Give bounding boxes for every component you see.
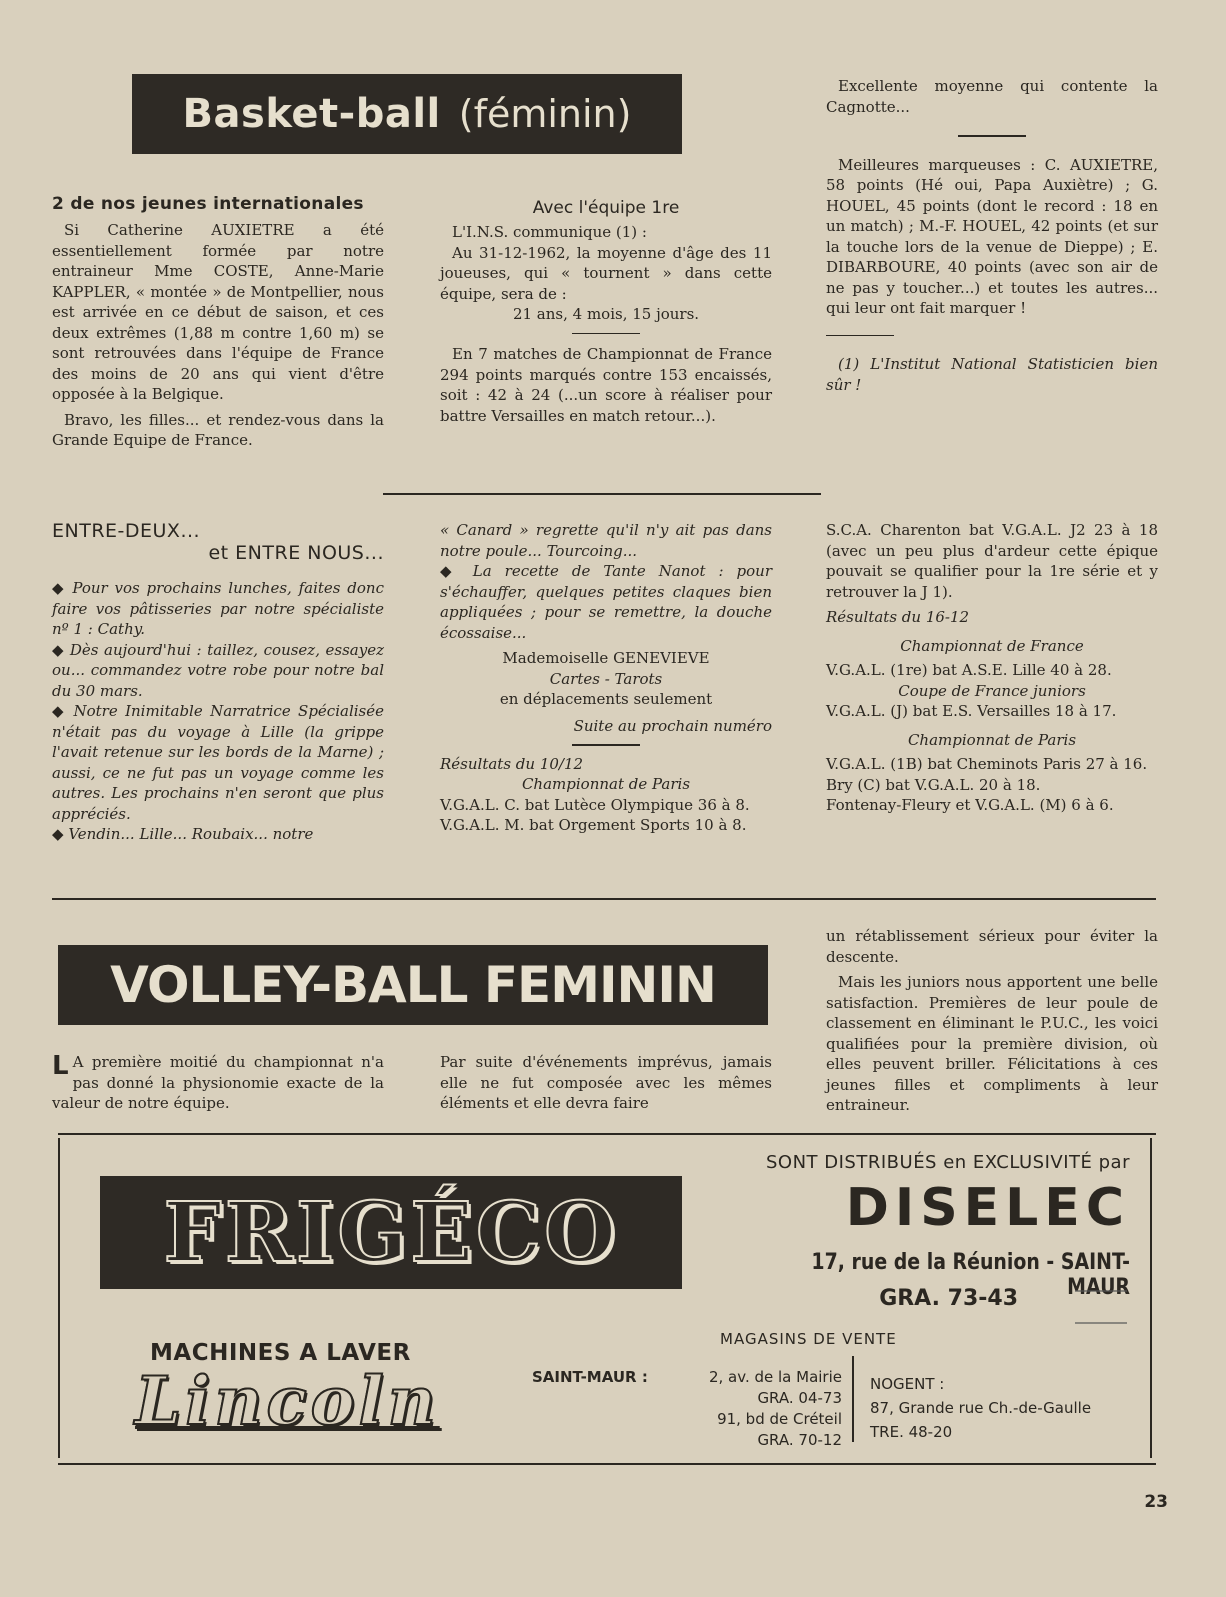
diamond-bullet-icon: ◆: [52, 825, 69, 843]
ad-nogent-label: NOGENT :: [870, 1375, 945, 1393]
results-2-c: V.G.A.L. (1B) bat Cheminots Paris 27 à 16.: [826, 755, 1148, 773]
ad-stmaur-addr1: 2, av. de la Mairie: [708, 1368, 842, 1386]
ad-magasins-title: MAGASINS DE VENTE: [720, 1330, 897, 1348]
entre-col2-p1: « Canard » regrette qu'il n'y ait pas dans notre poule... Tourcoing...: [440, 521, 772, 560]
entre-title-1: ENTRE-DEUX...: [52, 520, 201, 542]
basketball-title-bold: Basket-ball: [182, 91, 441, 137]
diamond-bullet-icon: ◆: [52, 640, 70, 659]
page-number: 23: [1144, 1492, 1168, 1512]
section-rule-ad: [58, 1463, 1156, 1465]
volleyball-title: VOLLEY-BALL FEMININ: [110, 956, 716, 1014]
suite-label: Suite au prochain numéro: [573, 716, 772, 735]
separator-rule: [572, 744, 640, 746]
basket-col1-p1: Si Catherine AUXIETRE a été essentiellement formée par notre entraineur Mme COSTE, Anne-Marie KAPPLER, « montée » de Montpellier, nous est arrivée en ce début de saison, et ces deux extrêmes (1,88 m contre 1,60 m) se sont retrouvées dans l'équipe de France des moins de 20 ans qui vient d'être opposée à la Belgique.: [52, 221, 384, 403]
ad-phone: GRA. 73-43: [879, 1286, 1018, 1311]
entre-item: ◆ Vendin... Lille... Roubaix... notre: [52, 825, 314, 843]
ad-store-divider: [852, 1356, 854, 1442]
volley-col1: [52, 1052, 384, 1119]
ad-machines: MACHINES A LAVER: [150, 1340, 411, 1366]
entre-col2-item: ◆ La recette de Tante Nanot : pour s'échauffer, quelques petites claques bien appliquées ; pour se remettre, la douche écossaise...: [440, 562, 772, 642]
results-2-sub2: Coupe de France juniors: [898, 681, 1086, 700]
basket-col1-heading: 2 de nos jeunes internationales: [52, 194, 364, 214]
volley-dropcap: L: [52, 1051, 69, 1081]
ad-nogent-block: [870, 1372, 1140, 1444]
section-rule-volley: [58, 1133, 1156, 1135]
entre-col3-p1: S.C.A. Charenton bat V.G.A.L. J2 23 à 18 (avec un peu plus d'ardeur cette épique pouvait se qualifier pour la 1re série et y retrouver la J 1).: [826, 521, 1158, 601]
entre-item: ◆ Pour vos prochains lunches, faites donc faire vos pâtisseries par notre spécialiste nº 1 : Cathy.: [52, 579, 384, 638]
basket-col2-p2: Au 31-12-1962, la moyenne d'âge des 11 joueuses, qui « tournent » dans cette équipe, sera de :: [440, 243, 772, 303]
entre-title-2: et ENTRE NOUS...: [208, 542, 384, 564]
entre-col2: [440, 520, 772, 836]
section-rule-basket: [383, 493, 821, 495]
basket-col3: [826, 76, 1158, 400]
basket-col2: [440, 198, 772, 431]
results-2-sub3: Championnat de Paris: [907, 730, 1077, 749]
results-2-a: V.G.A.L. (1re) bat A.S.E. Lille 40 à 28.: [826, 661, 1112, 679]
separator-rule: [958, 135, 1026, 137]
ad-stmaur-addr2: 91, bd de Créteil: [717, 1410, 842, 1428]
ad-stmaur-block: [532, 1367, 842, 1451]
basket-col2-p4: En 7 matches de Championnat de France 294 points marqués contre 153 encaissés, soit : 42 à 24 (...un score à réaliser pour battre Versailles en match retour...).: [440, 345, 772, 425]
diamond-bullet-icon: ◆: [52, 702, 74, 720]
volley-col2: [440, 1052, 772, 1119]
section-rule-entre: [52, 898, 1156, 900]
basketball-title-banner: [132, 74, 682, 154]
volley-col2-text: Par suite d'événements imprévus, jamais elle ne fut composée avec les mêmes éléments et elle devra faire: [440, 1053, 772, 1112]
entre-col3: [826, 520, 1158, 816]
volley-col1-text: L A première moitié du championnat n'a pas donné la physionomie exacte de la valeur de notre équipe.: [52, 1051, 384, 1112]
ad-company: DISELEC: [845, 1178, 1130, 1238]
entre-item: ◆ Dès aujourd'hui : taillez, cousez, essayez ou... commandez votre robe pour notre bal du 30 mars.: [52, 640, 384, 700]
results-1-b: V.G.A.L. M. bat Orgement Sports 10 à 8.: [440, 816, 747, 834]
basket-col3-p2: Meilleures marqueuses : C. AUXIETRE, 58 points (Hé oui, Papa Auxiètre) ; G. HOUEL, 45 points (dont le record : 18 en un match) ; M.-F. HOUEL, 42 points (et sur la touche lors de la venue de Dieppe) ; E. DIBARBOURE, 40 points (avec son air de ne pas y toucher...) et toutes les autres... qui leur ont fait marquer !: [826, 155, 1158, 317]
basket-col1: [52, 194, 384, 456]
phone-stamp-icon: [1075, 1290, 1127, 1324]
diamond-bullet-icon: ◆: [440, 562, 473, 580]
basketball-title-light: (féminin): [458, 92, 632, 136]
ad-lincoln-logo: Lincoln: [135, 1362, 440, 1440]
results-2-e: Fontenay-Fleury et V.G.A.L. (M) 6 à 6.: [826, 796, 1114, 814]
ad-stmaur-label: SAINT-MAUR :: [532, 1368, 648, 1386]
results-1-sub: Championnat de Paris: [521, 775, 691, 793]
results-2-title: Résultats du 16-12: [826, 608, 970, 626]
ad-address: 17, rue de la Réunion - SAINT-MAUR: [811, 1250, 1130, 1300]
basket-col2-p3: 21 ans, 4 mois, 15 jours.: [512, 305, 700, 323]
volleyball-title-banner: [58, 945, 768, 1025]
basket-col3-footnote: (1) L'Institut National Statisticien bien sûr !: [826, 355, 1158, 394]
results-1-title: Résultats du 10/12: [440, 754, 584, 773]
results-2-sub1: Championnat de France: [900, 636, 1084, 655]
basket-col2-p1: L'I.N.S. communique (1) :: [452, 223, 647, 241]
ad-distrib-line: SONT DISTRIBUÉS en EXCLUSIVITÉ par: [765, 1152, 1130, 1173]
ad-genevieve-name: Mademoiselle GENEVIEVE: [502, 649, 710, 667]
basket-col3-p1: Excellente moyenne qui contente la Cagnotte...: [826, 77, 1158, 116]
frigeco-logo: FRIGÉCO: [100, 1176, 682, 1289]
entre-item: ◆ Notre Inimitable Narratrice Spécialisée n'était pas du voyage à Lille (la grippe l'avait retenue sur les bords de la Marne) ; aussi, ce ne fut pas un voyage comme les autres. Les prochains n'en seront que plus appréciés.: [52, 702, 384, 823]
results-1-a: V.G.A.L. C. bat Lutèce Olympique 36 à 8.: [440, 795, 750, 814]
separator-rule: [572, 333, 640, 335]
ad-genevieve-line2: en déplacements seulement: [499, 690, 713, 708]
volley-col3-p2: Mais les juniors nous apportent une belle satisfaction. Premières de leur poule de classement en éliminant le P.U.C., les voici qualifiées pour la première division, où elles peuvent briller. Félicitations à ces jeunes filles et compliments à leur entraineur.: [826, 973, 1158, 1114]
entre-col1: [52, 520, 384, 845]
volley-col3-p1: un rétablissement sérieux pour éviter la descente.: [826, 927, 1158, 966]
basket-col1-p2: Bravo, les filles... et rendez-vous dans la Grande Equipe de France.: [52, 410, 384, 449]
basket-col2-heading: Avec l'équipe 1re: [532, 198, 680, 218]
results-2-d: Bry (C) bat V.G.A.L. 20 à 18.: [826, 775, 1041, 794]
results-2-b: V.G.A.L. (J) bat E.S. Versailles 18 à 17.: [826, 702, 1117, 720]
ad-stmaur-tel1: GRA. 04-73: [757, 1389, 842, 1407]
ad-nogent-tel: TRE. 48-20: [870, 1423, 953, 1441]
separator-rule: [826, 335, 894, 337]
ad-genevieve-line: Cartes - Tarots: [549, 669, 663, 688]
ad-nogent-addr: 87, Grande rue Ch.-de-Gaulle: [870, 1399, 1092, 1417]
volley-col3: [826, 926, 1158, 1121]
diamond-bullet-icon: ◆: [52, 579, 73, 597]
ad-stmaur-tel2: GRA. 70-12: [757, 1431, 842, 1449]
